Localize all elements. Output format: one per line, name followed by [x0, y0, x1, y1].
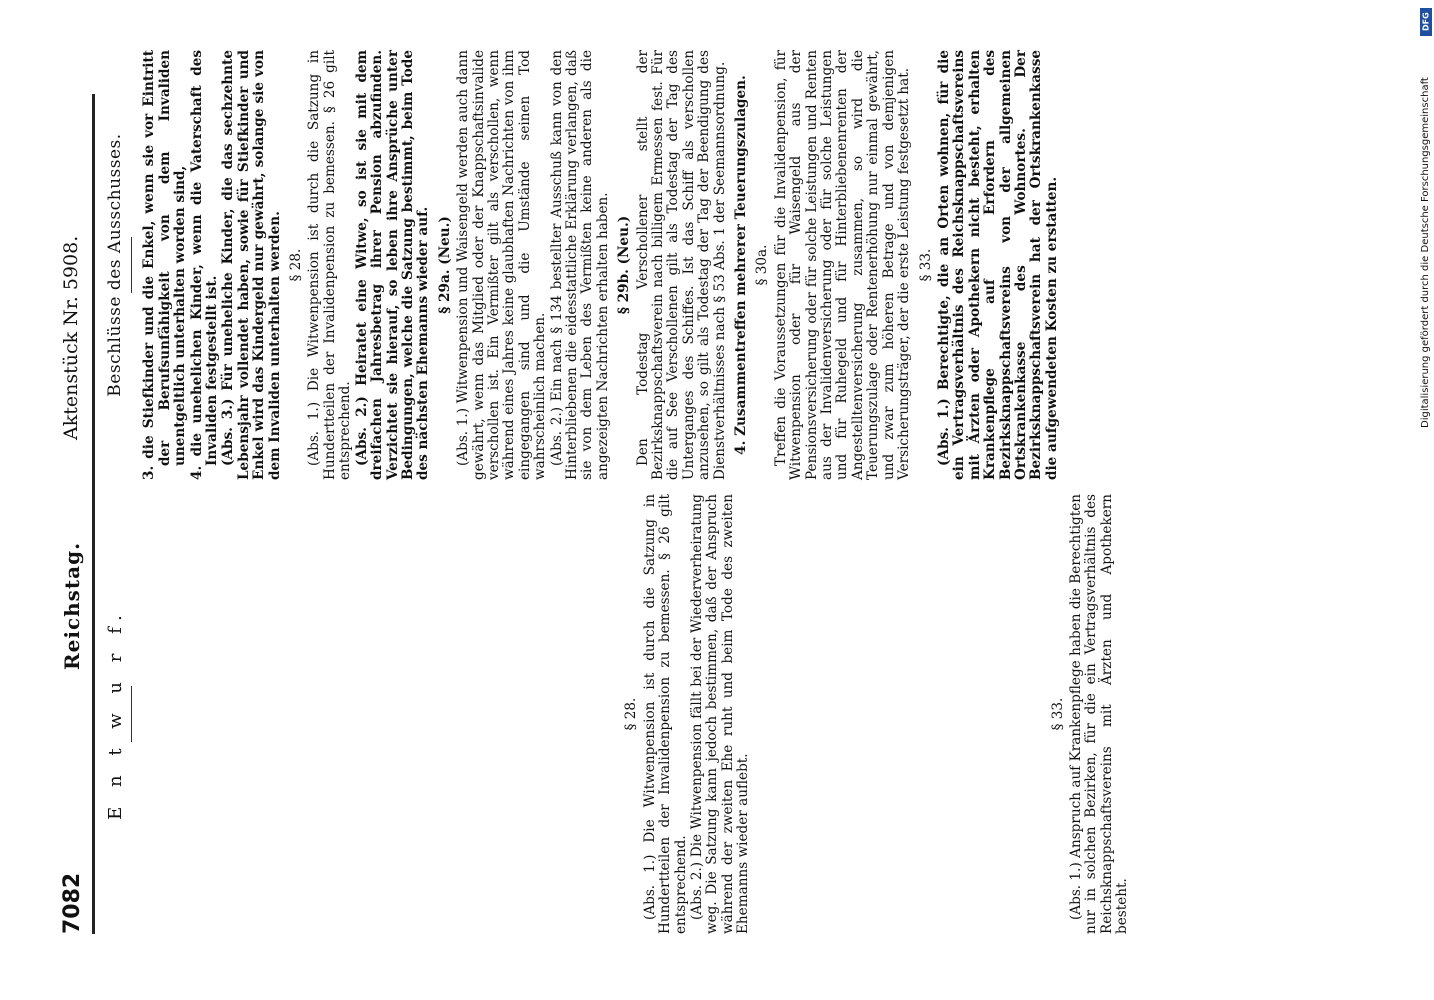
section-33-heading: § 33. [1049, 697, 1066, 731]
digitization-note: Digitalisierung gefördert durch die Deutsche Forschungsgemeinschaft [1420, 77, 1431, 428]
section-29a-paragraph-2: (Abs. 2.) Ein nach § 134 bestellter Ausschuß kann von den Hinterbliebenen die eidesstattliche Erklärung verlangen, daß sie von dem Leben des Vermißten keine anderen als die angezeigten Nachrichten erhalten haben. [548, 50, 611, 480]
paragraph-abs-3: (Abs. 3.) Für uneheliche Kinder, die das sechzehnte Lebensjahr vollendet haben, sowie für Stiefkinder und Enkel wird das Kindergeld nur gewährt, solange sie von dem Invaliden unterhalten werden. [220, 50, 283, 480]
section-28-heading: § 28. [288, 248, 305, 282]
section-29b-paragraph-1: Den Todestag Verschollener stellt der Bezirksknappschaftsverein nach billigem Ermessen fest. Für die auf See Verschollenen gilt als Todestag der Tag des Unterganges des Schiffes. Ist das Schiff als verschollen anzusehen, so gilt als Todestag der Tag der Beendigung des Dienstverhältnisses nach § 53 Abs. 1 der Seemannsordnung. [634, 50, 728, 480]
list-item-3: 3. die Stiefkinder und die Enkel, wenn sie vor Eintritt der Berufsunfähigkeit von dem Invaliden unentgeltlich unterhalten worden sind, [141, 50, 189, 480]
section-28-paragraph-1: (Abs. 1.) Die Witwenpension ist durch die Satzung in Hundertteilen der Invalidenpension zu bemessen. § 26 gilt entsprechend. [306, 50, 354, 480]
section-28-paragraph-2: (Abs. 2.) Heiratet eine Witwe, so ist sie mit dem dreifachen Jahresbetrag ihrer Pension abzufinden. Verzichtet sie hierauf, so leben ihre Ansprüche unter Bedingungen, welche die Satzung bestimmt, beim Tode des nächsten Ehemanns wieder auf. [353, 50, 432, 480]
section-28-paragraph-2: (Abs. 2.) Die Witwenpension fällt bei der Wiederverheiratung weg. Die Satzung kann jedoch bestimmen, daß der Anspruch während der zweiten Ehe ruht und beim Tode des zweiten Ehemanns wieder auflebt. [689, 494, 752, 934]
subsection-4-heading: 4. Zusammentreffen mehrerer Teuerungszulagen. [733, 75, 750, 455]
draft-heading: E n t w u r f. [105, 608, 126, 820]
page-title: Reichstag. [60, 541, 84, 670]
section-29a-paragraph-1: (Abs. 1.) Witwenpension und Waisengeld werden auch dann gewährt, wenn das Mitglied oder der Knappschaftsinvalide verschollen ist. Ein Vermißter gilt als verschollen, wenn während eines Jahres keine glaubhaften Nachrichten von ihm eingegangen sind und die Umstände seinen Tod wahrscheinlich machen. [455, 50, 549, 480]
section-30a-paragraph-1: Treffen die Voraussetzungen für die Invalidenpension, für Witwenpension oder für Waisengeld aus der Pensionsversicherung oder für solche Leistungen und Renten aus der Invalidenversicherung oder für solche Leistungen und für Ruhegeld und für Hinterbliebenenrenten der Angestelltenversicherung zusammen, so wird die Teuerungszulage oder Rentenerhöhung nur einmal gewährt, und zwar zum höheren Betrage und von demjenigen Versicherungsträger, der die erste Leistung festgesetzt hat. [772, 50, 913, 480]
section-28-paragraph-1: (Abs. 1.) Die Witwenpension ist durch die Satzung in Hundertteilen der Invalidenpension zu bemessen. § 26 gilt entsprechend. [641, 494, 689, 934]
section-30a-heading: § 30a. [754, 244, 771, 286]
section-33-paragraph-1: (Abs. 1.) Anspruch auf Krankenpflege haben die Berechtigten nur in solchen Bezirken, für die ein Vertragsverhältnis des Reichsknappschaftsvereins mit Ärzten und Apothekern besteht. [1068, 494, 1131, 934]
blank-space [753, 494, 1045, 934]
committee-heading: Beschlüsse des Ausschusses. [105, 133, 125, 397]
header-rule [92, 94, 95, 934]
page-number: 7082 [60, 872, 85, 934]
dfg-logo: DFG [1420, 8, 1432, 36]
committee-column [105, 50, 1061, 480]
draft-column [105, 494, 1132, 934]
section-33-paragraph-1: (Abs. 1.) Berechtigte, die an Orten wohnen, für die ein Vertragsverhältnis des Reichsknappschaftsvereins mit Ärzten oder Apothekern nicht besteht, erhalten Krankenpflege auf Erfordern des Bezirksknappschaftsvereins von der allgemeinen Ortskrankenkasse des Wohnortes. Der Bezirksknappschaftsverein hat der Ortskrankenkasse die aufgewendeten Kosten zu erstatten. [935, 50, 1060, 480]
blank-space [132, 494, 618, 934]
section-28-heading: § 28. [623, 697, 640, 731]
heading-rule [131, 237, 132, 293]
record-number: Aktenstück Nr. 5908. [60, 235, 82, 440]
list-item-4: 4. die unehelichen Kinder, wenn die Vaterschaft des Invaliden festgestellt ist. [188, 50, 221, 480]
section-33-heading: § 33. [917, 248, 934, 282]
section-29a-heading: § 29a. (Neu.) [436, 216, 453, 314]
section-29b-heading: § 29b. (Neu.) [616, 215, 633, 315]
